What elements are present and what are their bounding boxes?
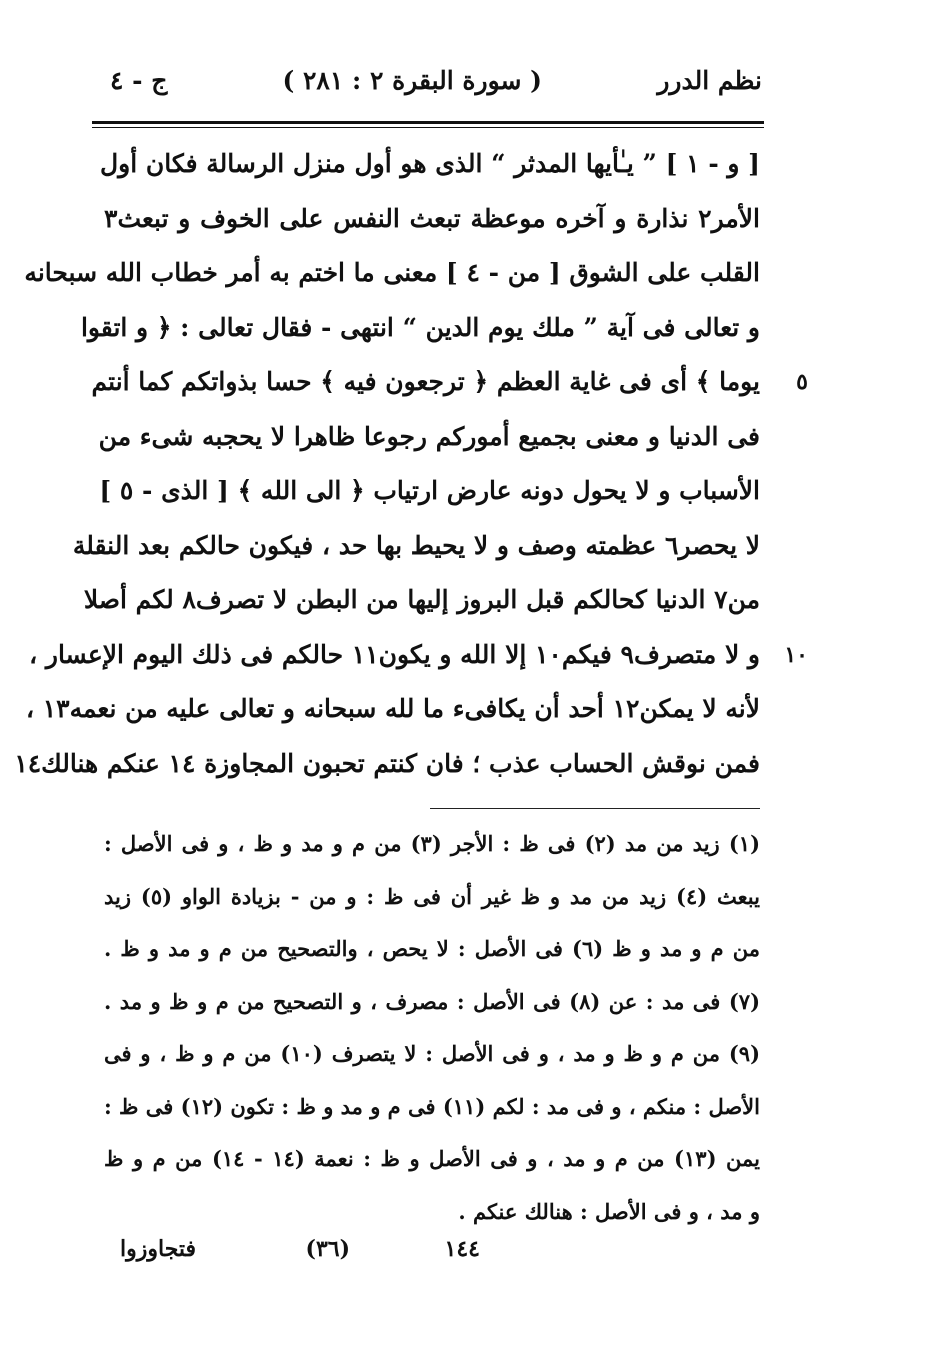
catchword: فتجاوزوا bbox=[120, 1236, 197, 1262]
footnote-line: و مد ، و فى الأصل : هنالك عنكم . bbox=[458, 1198, 760, 1224]
footnote-line: الأصل : منكم ، و فى مد : لكم (١١) فى م و مد و ظ : تكون (١٢) فى ظ : bbox=[103, 1093, 760, 1119]
text-line: فى الدنيا و معنى بجميع أموركم رجوعا ظاهرا لا يحجبه شىء من bbox=[98, 421, 760, 451]
text-line: و تعالى فى آية ” ملك يوم الدين “ انتهى - فقال تعالى : ﴿ و اتقوا bbox=[80, 312, 760, 342]
text-line: القلب على الشوق [ من - ٤ ] معنى ما اختم به أمر خطاب الله سبحانه bbox=[24, 258, 760, 287]
page-footer bbox=[120, 1236, 600, 1276]
volume-number: (٣٦) bbox=[305, 1236, 350, 1262]
footnote-line: يبعث (٤) زيد من مد و ظ غير أن فى ظ : و من - بزيادة الواو (٥) زيد bbox=[104, 883, 760, 909]
footnote-line: (٩) من م و ظ و مد ، و فى الأصل : لا يتصرف (١٠) من م و ظ ، و فى bbox=[104, 1041, 761, 1066]
header-rule-thin bbox=[92, 127, 764, 128]
book-title: نظم الدرر bbox=[657, 66, 762, 95]
footnotes bbox=[104, 818, 760, 1238]
text-line: الأسباب و لا يحول دونه عارض ارتياب ﴿ الى الله ﴾ [ الذى - ٥ ] bbox=[99, 476, 760, 505]
text-line: فمن نوقش الحساب عذب ؛ فان كنتم تحبون المجاوزة ١٤ عنكم هنالك١٤ bbox=[14, 748, 760, 778]
text-line: [ و - ١ ] ” يـٰأيها المدثر “ الذى هو أول منزل الرسالة فكان أول bbox=[99, 149, 760, 178]
text-line: ٥ يوما ﴾ أى فى غاية العظم ﴿ ترجعون فيه ﴾ حسا بذواتكم كما أنتم bbox=[104, 355, 760, 410]
line-number: ١٠ bbox=[784, 641, 808, 668]
text-line: من٧ الدنيا كحالكم قبل البروز إليها من البطن لا تصرف٨ لكم أصلا bbox=[83, 585, 760, 614]
surah-reference: ( سورة البقرة ٢ : ٢٨١ ) bbox=[282, 66, 542, 95]
header-rule-thick bbox=[92, 121, 764, 124]
footnote-line: (٧) فى مد : عن (٨) فى الأصل : مصرف ، و التصحيح من م و ظ و مد . bbox=[104, 988, 760, 1014]
volume-label: ج - ٤ bbox=[110, 66, 168, 95]
footnote-line: من م و مد و ظ (٦) فى الأصل : لا يحص ، والتصحيح من م و مد و ظ . bbox=[104, 936, 761, 961]
text-line: لا يحصر٦ عظمته وصف و لا يحيط بها حد ، فيكون حالكم بعد النقلة bbox=[72, 530, 760, 560]
footnote-line: يمن (١٣) من م و مد ، و فى الأصل و ظ : نعمة (١٤ - ١٤) من م و ظ bbox=[104, 1146, 761, 1171]
footnote-separator bbox=[430, 808, 760, 809]
signature-number: ١٤٤ bbox=[444, 1236, 480, 1262]
text-line: لأنه لا يمكن١٢ أحد أن يكافىء ما لله سبحانه و تعالى عليه من نعمه١٣ ، bbox=[25, 694, 760, 723]
main-text bbox=[14, 137, 808, 791]
line-number: ٥ bbox=[796, 369, 808, 395]
running-header bbox=[100, 66, 762, 110]
footnote-line: (١) زيد من مد (٢) فى ظ : الأجر (٣) من م و مد و ظ ، و فى الأصل : bbox=[104, 831, 760, 856]
text-line: ١٠ و لا متصرف٩ فيكم١٠ إلا الله و يكون١١ حالكم فى ذلك اليوم الإعسار ، bbox=[104, 628, 760, 683]
text-line: الأمر٢ نذارة و آخره موعظة تبعث النفس على الخوف و تبعث٣ bbox=[104, 203, 760, 233]
